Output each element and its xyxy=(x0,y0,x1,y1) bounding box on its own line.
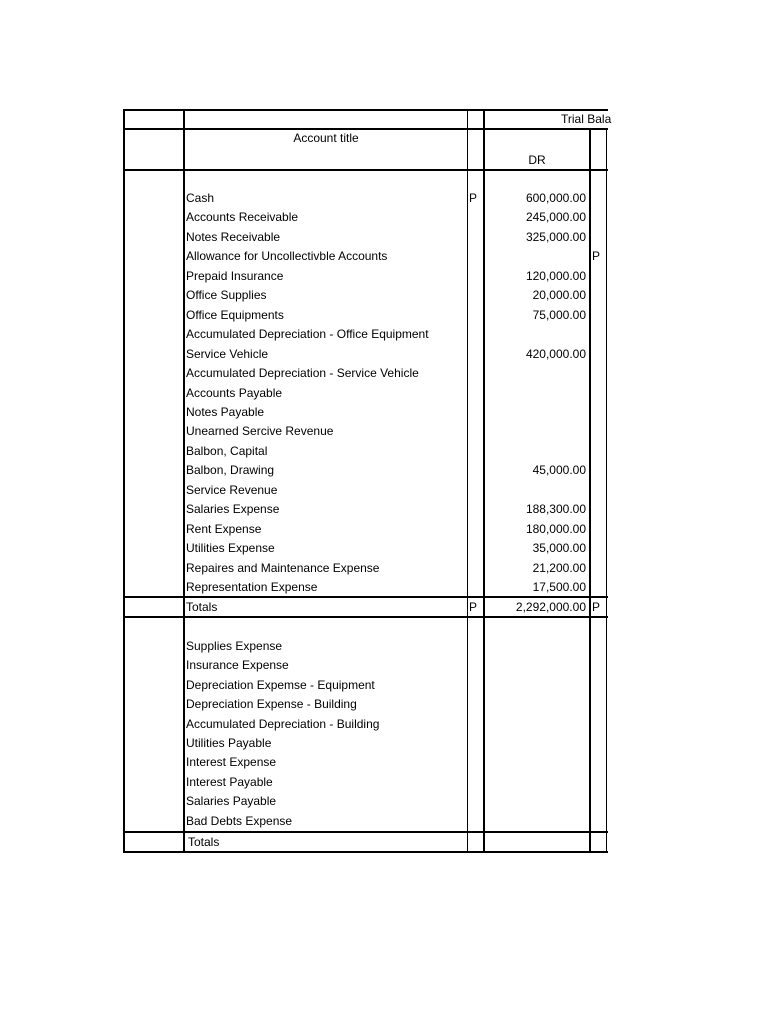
debit-amount: 180,000.00 xyxy=(525,522,586,536)
account-name: Balbon, Capital xyxy=(186,444,268,458)
account-name: Notes Receivable xyxy=(186,230,281,244)
totals-bottom-border xyxy=(123,616,608,618)
totals-dr-amount: 2,292,000.00 xyxy=(515,600,586,614)
account-name: Accounts Payable xyxy=(186,386,283,400)
trial-balance-title: Trial Bala xyxy=(561,112,612,126)
debit-amount: 245,000.00 xyxy=(525,210,586,224)
account-name: Repaires and Maintenance Expense xyxy=(186,561,380,575)
totals-top-border xyxy=(123,596,608,598)
account-name: Salaries Expense xyxy=(186,502,280,516)
account-name: Unearned Sercive Revenue xyxy=(186,424,334,438)
peso-sign-left: P xyxy=(469,191,478,205)
p-col-left-border xyxy=(467,109,468,853)
debit-amount: 75,000.00 xyxy=(532,308,586,322)
adjustment-account-name: Depreciation Expense - Building xyxy=(186,697,357,711)
adjustment-account-name: Accumulated Depreciation - Building xyxy=(186,717,380,731)
account-name: Accumulated Depreciation - Service Vehicle xyxy=(186,366,419,380)
totals-label: Totals xyxy=(186,600,218,614)
debit-amount: 325,000.00 xyxy=(525,230,586,244)
peso-sign-right: P xyxy=(592,249,601,263)
adjustment-account-name: Depreciation Expemse - Equipment xyxy=(186,678,375,692)
totals-2-top-border xyxy=(123,831,608,833)
adjustment-account-name: Salaries Payable xyxy=(186,794,277,808)
left-border xyxy=(123,109,125,853)
adjustment-account-name: Interest Expense xyxy=(186,755,277,769)
debit-amount: 21,200.00 xyxy=(532,561,586,575)
account-name: Balbon, Drawing xyxy=(186,463,275,477)
totals-p-right: P xyxy=(592,600,601,614)
debit-amount: 45,000.00 xyxy=(532,463,586,477)
header-bottom-border xyxy=(123,169,608,171)
bottom-border xyxy=(123,851,608,853)
account-name: Rent Expense xyxy=(186,522,262,536)
account-name: Allowance for Uncollectivble Accounts xyxy=(186,249,388,263)
adjustment-account-name: Interest Payable xyxy=(186,775,273,789)
account-name: Service Vehicle xyxy=(186,347,269,361)
adjustment-account-name: Bad Debts Expense xyxy=(186,814,293,828)
account-name: Service Revenue xyxy=(186,483,278,497)
account-name: Accumulated Depreciation - Office Equipment xyxy=(186,327,429,341)
totals-2-label: Totals xyxy=(188,835,220,849)
debit-amount: 17,500.00 xyxy=(532,580,586,594)
account-title-header: Account title xyxy=(293,131,359,145)
debit-amount: 20,000.00 xyxy=(532,288,586,302)
totals-p-left: P xyxy=(469,600,478,614)
debit-amount: 120,000.00 xyxy=(525,269,586,283)
account-col-border xyxy=(183,109,185,853)
account-name: Office Equipments xyxy=(186,308,284,322)
account-name: Accounts Receivable xyxy=(186,210,299,224)
p-col-right-border xyxy=(483,109,485,853)
dr-col-right-border xyxy=(589,128,591,853)
debit-amount: 35,000.00 xyxy=(532,541,586,555)
account-name: Cash xyxy=(186,191,215,205)
dr-header: DR xyxy=(528,153,546,167)
account-name: Representation Expense xyxy=(186,580,318,594)
p2-col-right-border xyxy=(606,128,607,853)
debit-amount: 188,300.00 xyxy=(525,502,586,516)
debit-amount: 600,000.00 xyxy=(525,191,586,205)
adjustment-account-name: Insurance Expense xyxy=(186,658,289,672)
debit-amount: 420,000.00 xyxy=(525,347,586,361)
adjustment-account-name: Supplies Expense xyxy=(186,639,283,653)
account-name: Notes Payable xyxy=(186,405,265,419)
account-name: Utilities Expense xyxy=(186,541,275,555)
account-name: Prepaid Insurance xyxy=(186,269,284,283)
adjustment-account-name: Utilities Payable xyxy=(186,736,272,750)
header-divider xyxy=(123,128,608,130)
account-name: Office Supplies xyxy=(186,288,267,302)
top-border xyxy=(123,109,608,111)
